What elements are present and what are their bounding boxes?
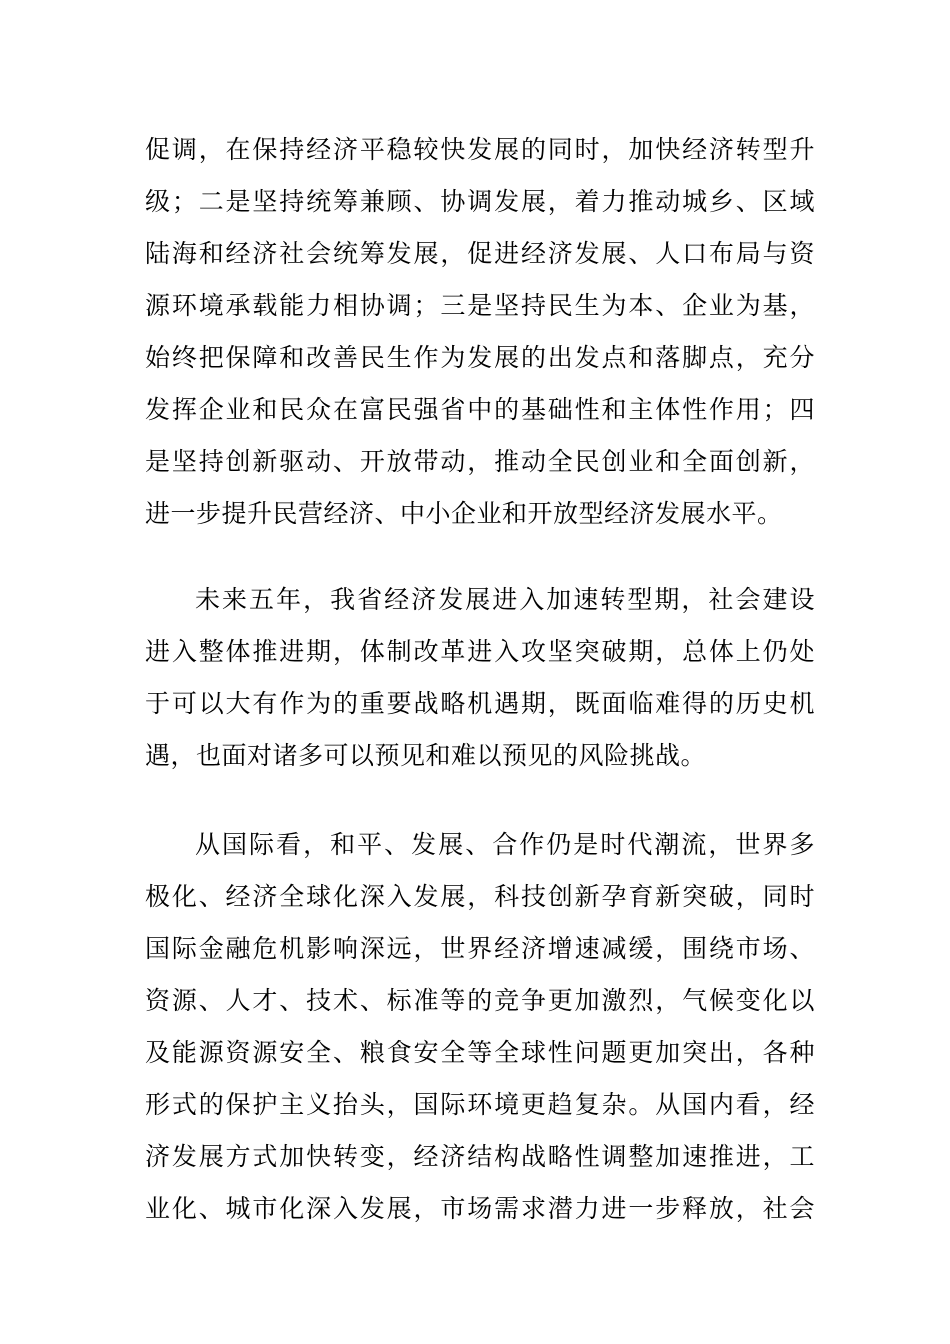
- text-line: 极化、经济全球化深入发展，科技创新孕育新突破，同时: [145, 882, 815, 911]
- text-line: 级；二是坚持统筹兼顾、协调发展，着力推动城乡、区域: [145, 187, 815, 216]
- text-line: 业化、城市化深入发展，市场需求潜力进一步释放，社会: [145, 1194, 815, 1223]
- text-line: 进入整体推进期，体制改革进入攻坚突破期，总体上仍处: [145, 637, 815, 666]
- paragraph-2: [145, 574, 815, 782]
- text-line: 资源、人才、技术、标准等的竞争更加激烈，气候变化以: [145, 986, 815, 1015]
- text-line: 促调，在保持经济平稳较快发展的同时，加快经济转型升: [145, 135, 815, 164]
- text-line: 发挥企业和民众在富民强省中的基础性和主体性作用；四: [145, 395, 815, 424]
- text-line: 源环境承载能力相协调；三是坚持民生为本、企业为基，: [145, 291, 815, 320]
- text-line: 从国际看，和平、发展、合作仍是时代潮流，世界多: [195, 830, 815, 859]
- text-line: 是坚持创新驱动、开放带动，推动全民创业和全面创新，: [145, 447, 815, 476]
- text-line: 未来五年，我省经济发展进入加速转型期，社会建设: [195, 585, 815, 614]
- paragraph-3: [145, 819, 815, 1235]
- text-line: 国际金融危机影响深远，世界经济增速减缓，围绕市场、: [145, 934, 815, 963]
- text-line: 及能源资源安全、粮食安全等全球性问题更加突出，各种: [145, 1038, 815, 1067]
- text-line: 始终把保障和改善民生作为发展的出发点和落脚点，充分: [145, 343, 815, 372]
- text-line: 进一步提升民营经济、中小企业和开放型经济发展水平。: [145, 499, 783, 528]
- paragraph-1: [145, 124, 815, 540]
- text-line: 遇，也面对诸多可以预见和难以预见的风险挑战。: [145, 741, 707, 770]
- text-line: 济发展方式加快转变，经济结构战略性调整加速推进，工: [145, 1142, 815, 1171]
- text-line: 形式的保护主义抬头，国际环境更趋复杂。从国内看，经: [145, 1090, 815, 1119]
- text-line: 陆海和经济社会统筹发展，促进经济发展、人口布局与资: [145, 239, 815, 268]
- text-line: 于可以大有作为的重要战略机遇期，既面临难得的历史机: [145, 689, 815, 718]
